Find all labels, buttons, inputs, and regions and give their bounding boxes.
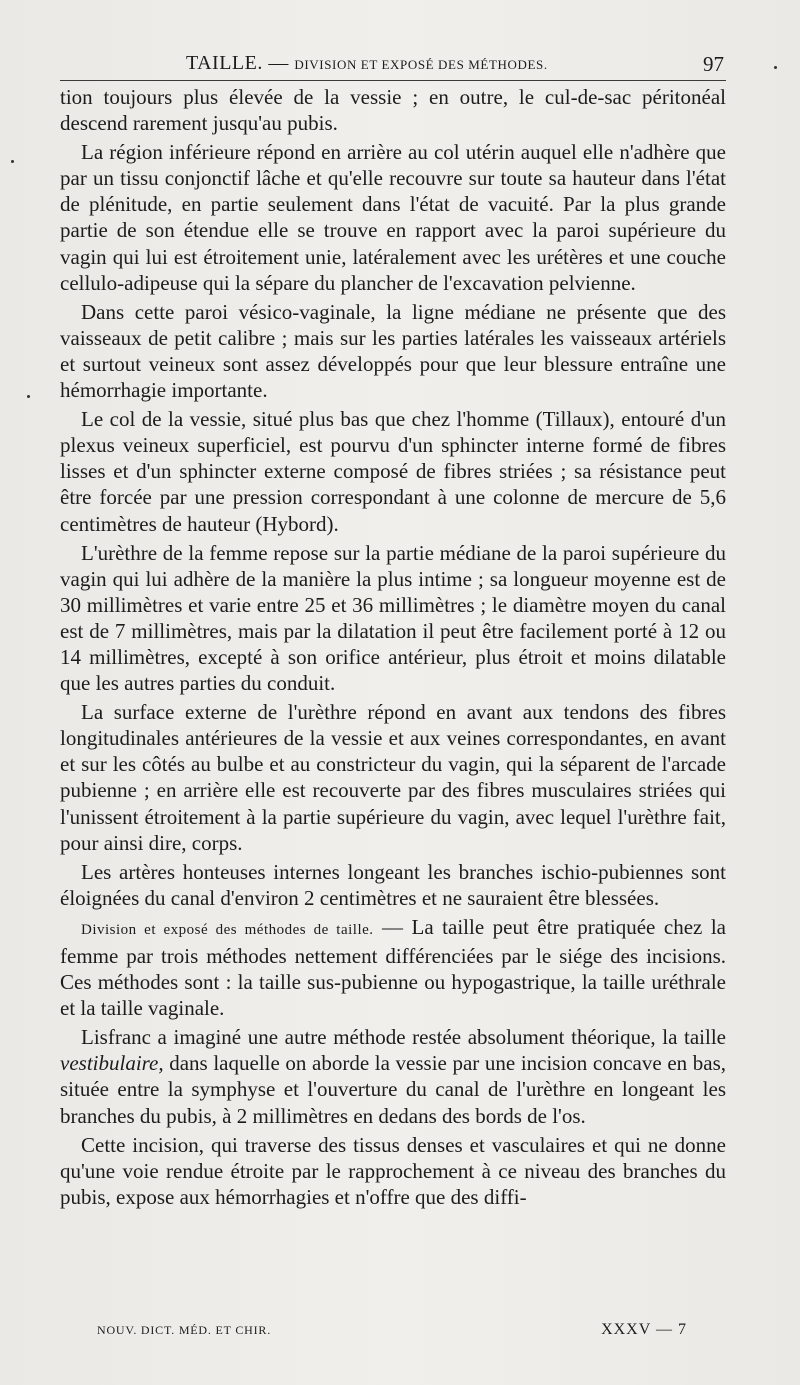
- running-head-subtitle: DIVISION ET EXPOSÉ DES MÉTHODES.: [294, 57, 548, 72]
- body-text: [60, 84, 726, 1213]
- section-heading: Division et exposé des méthodes de taille.: [81, 921, 374, 938]
- margin-speck: [11, 160, 14, 163]
- paragraph-urethra-surface: La surface externe de l'urèthre répond en avant aux tendons des fibres longitudinales antérieures de la vessie et aux veines correspondantes, en avant et sur les côtés au bulbe et au constricteur du vagin, qui la séparent de l'arcade pubienne ; en arrière elle est recouverte par des fibres musculaires striées qui l'unissent étroitement à la partie supérieure du vagin, avec lequel l'urèthre fait, pour ainsi dire, corps.: [60, 700, 726, 855]
- paragraph-vesico-vaginal-wall: Dans cette paroi vésico-vaginale, la ligne médiane ne présente que des vaisseaux de petit calibre ; mais sur les parties latérales les vaisseaux artériels et surtout veineux sont assez développés pour que leur blessure entraîne une hémorrhagie importante.: [60, 299, 726, 403]
- italic-term: vestibulaire,: [60, 1051, 164, 1076]
- section-heading-text: — La taille peut être pratiquée chez la femme par trois méthodes nettement différenciées par le siége des incisions. Ces méthodes sont : la taille sus-pubienne ou hypogastrique, la taille uréthrale et la taille vaginale.: [60, 914, 726, 1021]
- lisfranc-text-start: Lisfranc a imaginé une autre méthode restée absolument théorique, la taille: [81, 1025, 726, 1050]
- running-head-dash: —: [268, 52, 289, 74]
- running-head: [186, 52, 548, 75]
- page-number: 97: [703, 52, 724, 76]
- paragraph-bladder-neck: Le col de la vessie, situé plus bas que chez l'homme (Tillaux), entouré d'un plexus veineux superficiel, est pourvu d'un sphincter interne formé de fibres lisses et d'un sphincter externe composé de fibres striées ; sa résistance peut être forcée par une pression correspondant à une colonne de mercure de 5,6 centimètres de hauteur (Hybord).: [60, 407, 726, 536]
- paragraph-continued: tion toujours plus élevée de la vessie ; en outre, le cul-de-sac péritonéal descend rarement jusqu'au pubis.: [60, 85, 726, 136]
- margin-speck: [774, 66, 777, 69]
- paragraph-division-methods: [60, 914, 726, 1021]
- page-footer: [97, 1323, 687, 1345]
- page-header: [60, 50, 726, 81]
- signature-mark: NOUV. DICT. MÉD. ET CHIR.: [97, 1323, 272, 1337]
- paragraph-inferior-region: La région inférieure répond en arrière au col utérin auquel elle n'adhère que par un tissu conjonctif lâche et qu'elle recouvre sur toute sa hauteur dans l'état de plénitude, en partie seulement dans l'état de vacuité. Par la plus grande partie de son étendue elle se trouve en rapport avec la paroi supérieure du vagin qui lui est étroitement unie, latéralement avec les urétères et une couche cellulo-adipeuse qui la sépare du plancher de l'excavation pelvienne.: [60, 140, 726, 295]
- paragraph-urethra: L'urèthre de la femme repose sur la partie médiane de la paroi supérieure du vagin qui lui adhère de la manière la plus intime ; sa longueur moyenne est de 30 millimètres et varie entre 25 et 36 millimètres ; le diamètre moyen du canal est de 7 millimètres, mais par la dilatation il peut être facilement porté à 12 ou 14 millimètres, excepté à son orifice antérieur, plus étroit et moins dilatable que les autres parties du conduit.: [60, 540, 726, 696]
- lisfranc-text-end: dans laquelle on aborde la vessie par une incision concave en bas, située entre la symphyse et l'ouverture du canal de l'urèthre en longeant les branches du pubis, à 2 millimètres en dedans des bords de l'os.: [60, 1051, 726, 1128]
- paragraph-pudendal-arteries: Les artères honteuses internes longeant les branches ischio-pubiennes sont éloignées du canal d'environ 2 centimètres et ne sauraient être blessées.: [60, 859, 726, 910]
- paragraph-incision: Cette incision, qui traverse des tissus denses et vasculaires et qui ne donne qu'une voie rendue étroite par le rapprochement à ce niveau des branches du pubis, expose aux hémorrhagies et n'offre que des diffi-: [60, 1132, 726, 1209]
- running-head-title: TAILLE.: [186, 52, 263, 74]
- margin-speck: [27, 395, 30, 398]
- paragraph-lisfranc: [60, 1024, 726, 1128]
- sheet-number: XXXV — 7: [601, 1321, 687, 1338]
